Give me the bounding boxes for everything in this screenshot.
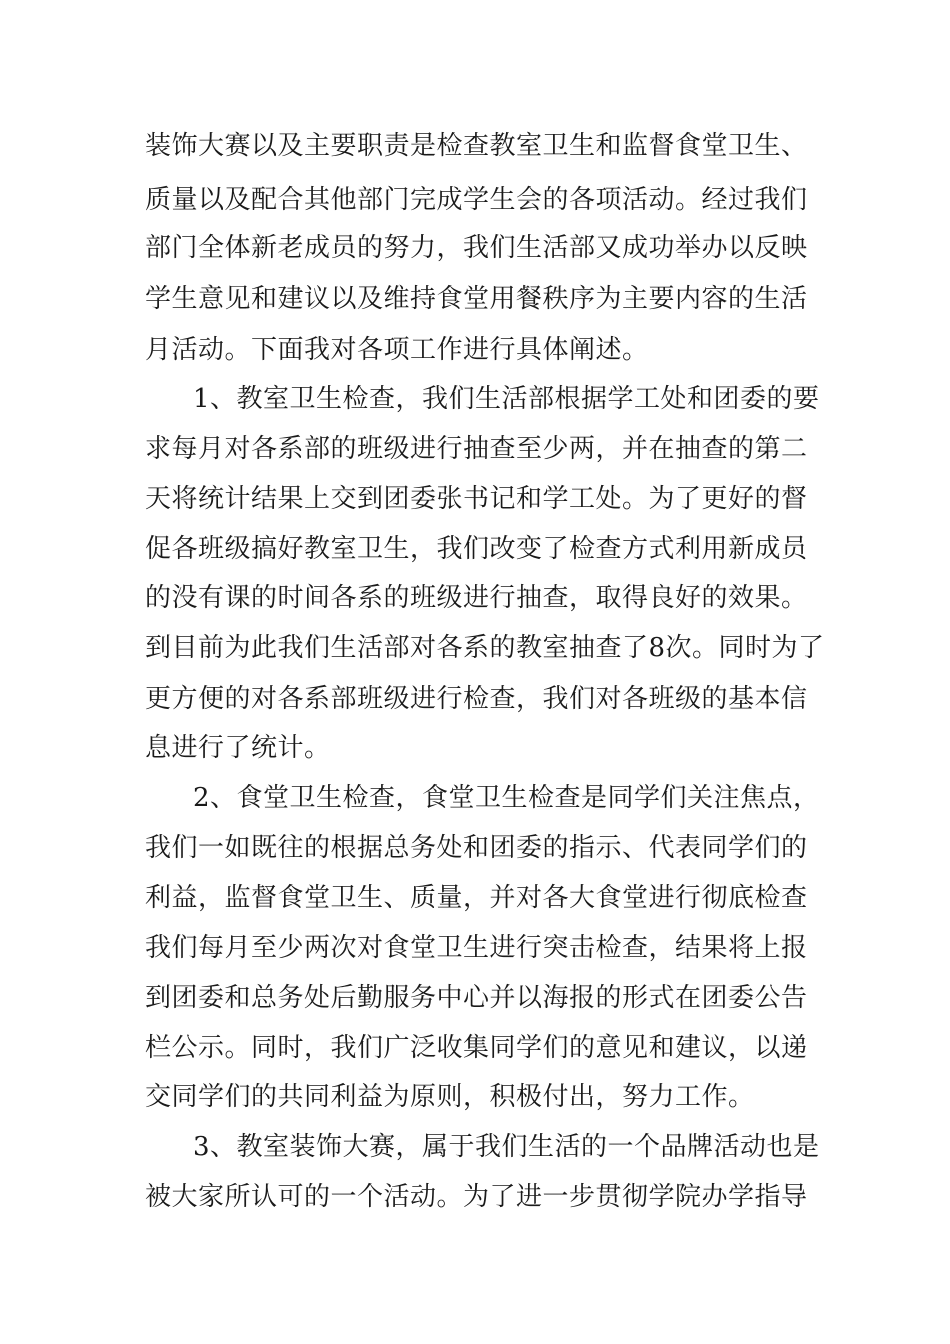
- text-line: 被大家所认可的一个活动。为了进一步贯彻学院办学指导: [145, 1182, 808, 1212]
- text-line: 栏公示。同时，我们广泛收集同学们的意见和建议，以递: [145, 1033, 808, 1063]
- text-line: 月活动。下面我对各项工作进行具体阐述。: [145, 335, 649, 365]
- text-line: 我们一如既往的根据总务处和团委的指示、代表同学们的: [145, 833, 808, 863]
- text-line: 交同学们的共同利益为原则，积极付出，努力工作。: [145, 1082, 755, 1112]
- text-line: 更方便的对各系部班级进行检查，我们对各班级的基本信: [145, 684, 808, 714]
- paragraph-1-start: 1、教室卫生检查，我们生活部根据学工处和团委的要: [193, 384, 820, 414]
- text-line: 我们每月至少两次对食堂卫生进行突击检查，结果将上报: [145, 933, 808, 963]
- text-line: 息进行了统计。: [145, 733, 331, 763]
- text-line: 的没有课的时间各系的班级进行抽查，取得良好的效果。: [145, 583, 808, 613]
- text-line: 促各班级搞好教室卫生，我们改变了检查方式利用新成员: [145, 534, 808, 564]
- text-line: 质量以及配合其他部门完成学生会的各项活动。经过我们: [145, 185, 808, 215]
- paragraph-3-start: 3、教室装饰大赛，属于我们生活的一个品牌活动也是: [193, 1132, 820, 1162]
- paragraph-2-start: 2、食堂卫生检查，食堂卫生检查是同学们关注焦点，: [193, 783, 820, 813]
- text-line: 装饰大赛以及主要职责是检查教室卫生和监督食堂卫生、: [145, 131, 808, 161]
- text-line: 利益，监督食堂卫生、质量，并对各大食堂进行彻底检查: [145, 883, 808, 913]
- text-line: 到目前为此我们生活部对各系的教室抽查了8次。同时为了: [145, 633, 825, 663]
- text-line: 学生意见和建议以及维持食堂用餐秩序为主要内容的生活: [145, 284, 808, 314]
- text-line: 求每月对各系部的班级进行抽查至少两，并在抽查的第二: [145, 434, 808, 464]
- text-line: 部门全体新老成员的努力，我们生活部又成功举办以反映: [145, 233, 808, 263]
- text-line: 天将统计结果上交到团委张书记和学工处。为了更好的督: [145, 484, 808, 514]
- text-line: 到团委和总务处后勤服务中心并以海报的形式在团委公告: [145, 983, 808, 1013]
